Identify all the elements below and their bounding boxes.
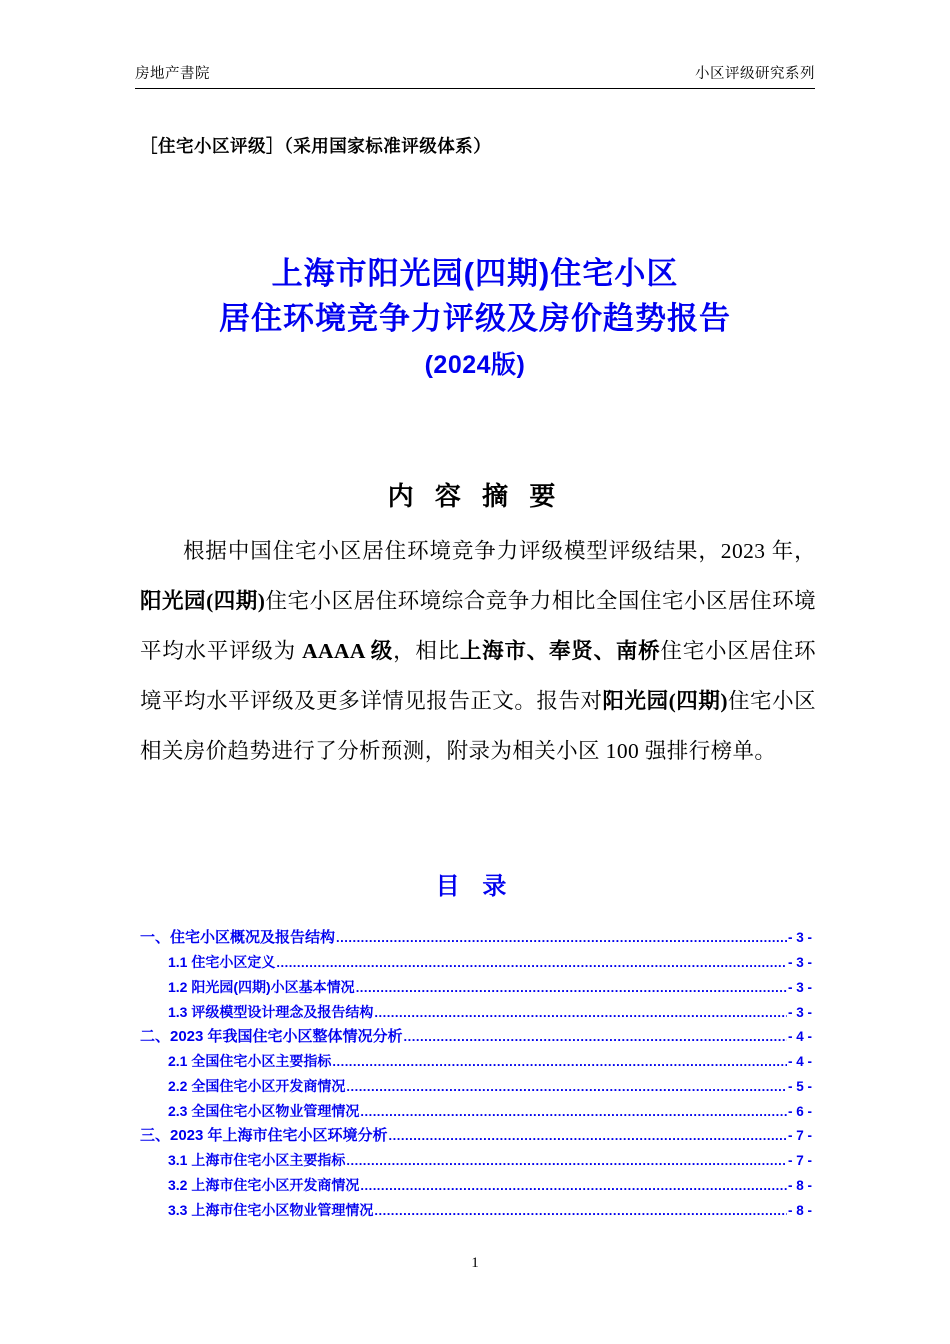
toc-entry-page: - 7 - — [787, 1128, 812, 1143]
toc-entry[interactable] — [140, 1049, 812, 1074]
toc-entry-page: - 3 - — [787, 1005, 812, 1020]
toc-entry-label: 2.1 全国住宅小区主要指标 — [168, 1053, 332, 1069]
toc-entry-label: 3.3 上海市住宅小区物业管理情况 — [168, 1202, 374, 1218]
toc-entry-label: 1.3 评级模型设计理念及报告结构 — [168, 1004, 374, 1020]
report-category-line: ［住宅小区评级］（采用国家标准评级体系） — [140, 136, 492, 156]
toc-entry[interactable] — [140, 950, 812, 975]
toc-entry-label: 一、住宅小区概况及报告结构 — [140, 929, 336, 946]
toc-leader-dots — [374, 1001, 787, 1025]
report-title-line-2: 居住环境竞争力评级及房价趋势报告 — [219, 300, 731, 336]
toc-leader-dots — [276, 951, 787, 975]
toc-leader-dots — [374, 1199, 787, 1223]
toc-heading: 目 录 — [435, 873, 515, 900]
toc-entry[interactable] — [140, 926, 812, 950]
toc-entry-page: - 8 - — [787, 1203, 812, 1218]
toc-entry-label: 3.1 上海市住宅小区主要指标 — [168, 1152, 346, 1168]
report-title-line-1: 上海市阳光园(四期)住宅小区 — [271, 256, 679, 291]
toc-entry-label: 二、2023 年我国住宅小区整体情况分析 — [140, 1028, 403, 1045]
header-right-text: 小区评级研究系列 — [695, 66, 815, 82]
toc-entry[interactable] — [140, 1074, 812, 1099]
toc-leader-dots — [356, 976, 787, 1000]
toc-leader-dots — [346, 1075, 787, 1099]
toc-entry[interactable] — [140, 1099, 812, 1124]
toc-entry-page: - 4 - — [787, 1029, 812, 1044]
toc-entry-label: 三、2023 年上海市住宅小区环境分析 — [140, 1127, 388, 1144]
toc-entry-page: - 4 - — [787, 1054, 812, 1069]
toc-leader-dots — [346, 1149, 787, 1173]
toc-leader-dots — [336, 926, 787, 950]
page-header — [135, 62, 815, 89]
toc-entry-label: 1.1 住宅小区定义 — [168, 954, 276, 970]
toc-entry-page: - 6 - — [787, 1104, 812, 1119]
header-left-text: 房地产書院 — [135, 66, 210, 82]
toc-entry-label: 2.3 全国住宅小区物业管理情况 — [168, 1103, 360, 1119]
toc-leader-dots — [389, 1124, 787, 1148]
toc-entry[interactable] — [140, 1124, 812, 1148]
page-number-footer: 1 — [471, 1255, 479, 1271]
toc-entry-page: - 3 - — [787, 955, 812, 970]
abstract-heading: 内 容 摘 要 — [387, 481, 563, 511]
abstract-paragraph: 根据中国住宅小区居住环境竞争力评级模型评级结果，2023 年，阳光园(四期)住宅小区居住环境综合竞争力相比全国住宅小区居住环境平均水平评级为 AAAA 级，相比上海市、奉贤、南桥住宅小区居住环境平均水平评级及更多详情见报告正文。报告对阳光园(四期)住宅小区相关房价趋势进行了分析预测，附录为相关小区 100 强排行榜单。 — [140, 539, 817, 763]
toc-leader-dots — [360, 1100, 787, 1124]
table-of-contents — [140, 926, 812, 1223]
toc-entry-page: - 3 - — [787, 980, 812, 995]
report-title-block — [135, 252, 815, 389]
toc-entry-page: - 7 - — [787, 1153, 812, 1168]
toc-entry[interactable] — [140, 1000, 812, 1025]
toc-leader-dots — [332, 1050, 787, 1074]
toc-entry[interactable] — [140, 1173, 812, 1198]
toc-entry[interactable] — [140, 975, 812, 1000]
toc-entry-page: - 3 - — [787, 930, 812, 945]
toc-entry[interactable] — [140, 1198, 812, 1223]
toc-entry-label: 1.2 阳光园(四期)小区基本情况 — [168, 979, 355, 995]
toc-entry-label: 3.2 上海市住宅小区开发商情况 — [168, 1177, 360, 1193]
toc-entry[interactable] — [140, 1148, 812, 1173]
toc-entry-page: - 8 - — [787, 1178, 812, 1193]
toc-entry-label: 2.2 全国住宅小区开发商情况 — [168, 1078, 346, 1094]
toc-leader-dots — [404, 1025, 787, 1049]
toc-leader-dots — [360, 1174, 787, 1198]
report-title-edition: (2024版) — [424, 350, 526, 379]
toc-entry[interactable] — [140, 1025, 812, 1049]
toc-entry-page: - 5 - — [787, 1079, 812, 1094]
